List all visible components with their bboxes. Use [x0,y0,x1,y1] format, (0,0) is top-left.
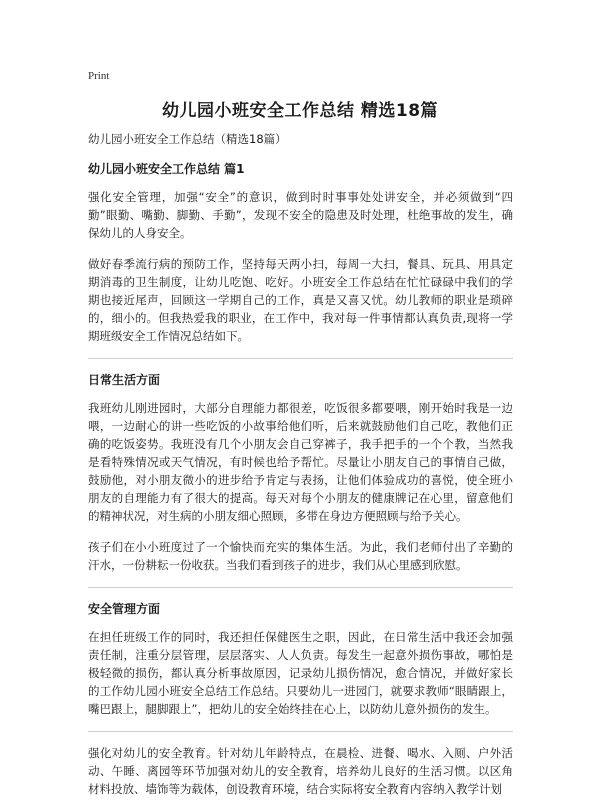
print-link[interactable]: Print [88,70,110,82]
paragraph: 强化安全管理，加强“安全”的意识，做到时时事事处处讲安全，并必须做到“四勤”眼勤、嘴勤、脚勤、手勤”，发现不安全的隐患及时处理，杜绝事故的发生，确保幼儿的人身安全。 [88,190,513,240]
paragraph: 强化对幼儿的安全教育。针对幼儿年龄特点，在晨检、进餐、喝水、入厕、户外活动、午睡、离园等环节加强对幼儿的安全教育，培养幼儿良好的生活习惯。以区角材料投放、墙饰等为载体，创设教育环境，结合实际将安全教育内容纳入教学计划 [88,746,513,796]
divider [88,587,513,588]
daily-life-heading: 日常生活方面 [88,373,161,387]
paragraph: 孩子们在小小班度过了一个愉快而充实的集体生活。为此，我们老师付出了辛勤的汗水，一份耕耘一份收获。当我们看到孩子的进步，我们从心里感到欣慰。 [88,540,513,572]
divider [88,358,513,359]
paragraph: 在担任班级工作的同时，我还担任保健医生之职，因此，在日常生活中我还会加强责任制，注重分层管理，层层落实、人人负责。每发生一起意外损伤事故，哪怕是极轻微的损伤，都认真分析事故原因，记录幼儿损伤情况，愈合情况，并做好家长的工作幼儿园小班安全总结工作总结。只要幼儿一进园门，就要求教师“眼睛跟上，嘴巴跟上，腿脚跟上”，把幼儿的安全始终挂在心上，以防幼儿意外损伤的发生。 [88,630,513,716]
paragraph: 我班幼儿刚进园时，大部分自理能力都很差，吃饭很多都要喂，刚开始时我是一边喂，一边耐心的讲一些吃饭的小故事给他们听，后来就鼓励他们自己吃，教他们正确的吃饭姿势。我班没有几个小朋友会自己穿裤子，我手把手的一个个教，当然我是看特殊情况或天气情况，有时候也给予帮忙。尽量让小朋友自己的事情自己做，鼓励他，对小朋友微小的进步给予肯定与表扬，让他们体验成功的喜悦，使全班小朋友的自理能力有了很大的提高。每天对每个小朋友的健康牌记在心里，留意他们的精神状况，对生病的小朋友细心照顾，多带在身边方便照顾与给予关心。 [88,401,513,523]
divider [88,731,513,732]
section-heading: 幼儿园小班安全工作总结 篇1 [88,162,245,176]
page-title: 幼儿园小班安全工作总结 精选18篇 [161,101,439,121]
safety-management-heading: 安全管理方面 [88,602,161,616]
article-body [88,130,513,811]
paragraph: 做好春季流行病的预防工作，坚持每天两小扫，每周一大扫，餐具、玩具、用具定期消毒的卫生制度，让幼儿吃饱、吃好。小班安全工作总结在忙忙碌碌中我们的学期也接近尾声，回顾这一学期自己的工作，真是又喜又忧。幼儿教师的职业是琐碎的，细小的。但我热爱我的职业，在工作中，我对每一件事情都认真负责,现将一学期班级安全工作情况总结如下。 [88,257,513,343]
article-subtitle: 幼儿园小班安全工作总结（精选18篇） [88,132,287,146]
